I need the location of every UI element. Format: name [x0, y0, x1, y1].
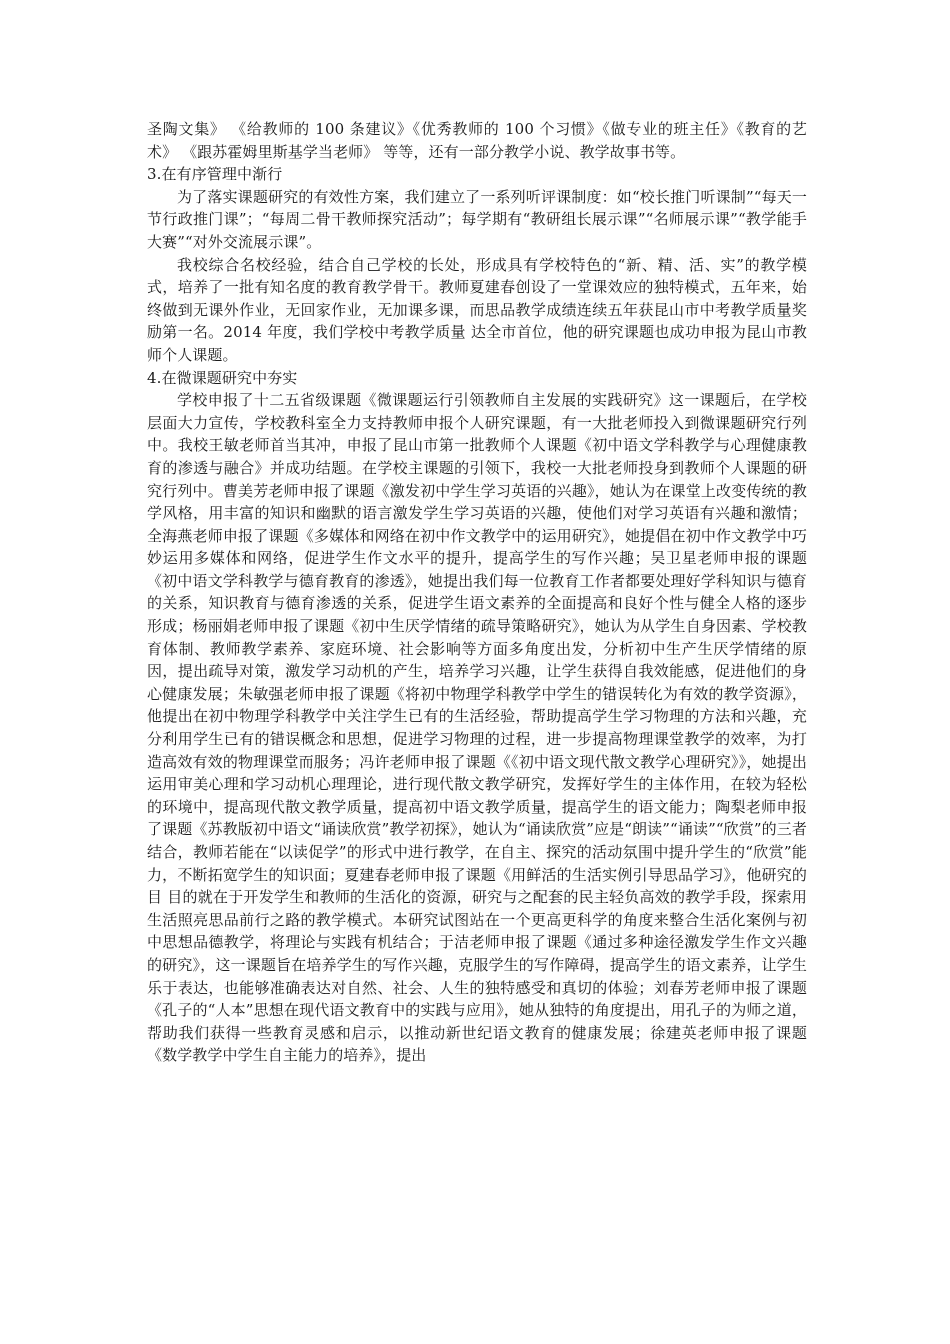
body-paragraph: 学校申报了十二五省级课题《微课题运行引领教师自主发展的实践研究》这一课题后，在学校层面大力宣传，学校教科室全力支持教师申报个人研究课题，有一大批老师投入到微课题研究行列中。我校王敏老师首当其冲，申报了昆山市第一批教师个人课题《初中语文学科教学与心理健康教育的渗透与融合》并成功结题。在学校主课题的引领下，我校一大批老师投身到教师个人课题的研究行列中。曹美芳老师申报了课题《激发初中学生学习英语的兴趣》，她认为在课堂上改变传统的教学风格，用丰富的知识和幽默的语言激发学生学习英语的兴趣，使他们对学习英语有兴趣和激情；全海燕老师申报了课题《多媒体和网络在初中作文教学中的运用研究》，她提倡在初中作文教学中巧妙运用多媒体和网络，促进学生作文水平的提升，提高学生的写作兴趣；吴卫星老师申报的课题《初中语文学科教学与德育教育的渗透》，她提出我们每一位教育工作者都要处理好学科知识与德育的关系，知识教育与德育渗透的关系，促进学生语文素养的全面提高和良好个性与健全人格的逐步形成；杨丽娟老师申报了课题《初中生厌学情绪的疏导策略研究》，她认为从学生自身因素、学校教育体制、教师教学素养、家庭环境、社会影响等方面多角度出发，分析初中生产生厌学情绪的原因，提出疏导对策，激发学习动机的产生，培养学习兴趣，让学生获得自我效能感，促进他们的身心健康发展；朱敏强老师申报了课题《将初中物理学科教学中学生的错误转化为有效的教学资源》，他提出在初中物理学科教学中关注学生已有的生活经验，帮助提高学生学习物理的方法和兴趣，充分利用学生已有的错误概念和思想，促进学习物理的过程，进一步提高物理课堂教学的效率，为打造高效有效的物理课堂而服务；冯许老师申报了课题《《初中语文现代散文教学心理研究》》，她提出运用审美心理和学习动机心理理论，进行现代散文教学研究，发挥好学生的主体作用，在较为轻松的环境中，提高现代散文教学质量，提高初中语文教学质量，提高学生的语文能力；陶梨老师申报了课题《苏教版初中语文“诵读欣赏”教学初探》，她认为“诵读欣赏”应是“朗读”“诵读”“欣赏”的三者结合，教师若能在“以读促学”的形式中进行教学，在自主、探究的活动氛围中提升学生的“欣赏”能力，不断拓宽学生的知识面；夏建春老师申报了课题《用鲜活的生活实例引导思品学习》，他研究的目 目的就在于开发学生和教师的生活化的资源，研究与之配套的民主轻负高效的教学手段，探索用生活照亮思品前行之路的教学模式。本研究试图站在一个更高更科学的角度来整合生活化案例与初中思想品德教学，将理论与实践有机结合；于洁老师申报了课题《通过多种途径激发学生作文兴趣的研究》，这一课题旨在培养学生的写作兴趣，克服学生的写作障碍，提高学生的语文素养，让学生乐于表达，也能够准确表达对自然、社会、人生的独特感受和真切的体验；刘春芳老师申报了课题《孔子的“人本”思想在现代语文教育中的实践与应用》，她从独特的角度提出，用孔子的为师之道，帮助我们获得一些教育灵感和启示，以推动新世纪语文教育的健康发展；徐建英老师申报了课题《数学教学中学生自主能力的培养》，提出 — [147, 391, 807, 1065]
document-page — [147, 118, 807, 1067]
body-paragraph: 为了落实课题研究的有效性方案，我们建立了一系列听评课制度：如“校长推门听课制”“每天一节行政推门课”；“每周二骨干教师探究活动”；每学期有“教研组长展示课”“名师展示课”“教学能手大赛”“对外交流展示课”。 — [147, 187, 807, 251]
body-paragraph: 圣陶文集》 《给教师的 100 条建议》《优秀教师的 100 个习惯》《做专业的班主任》《教育的艺术》 《跟苏霍姆里斯基学当老师》 等等，还有一部分教学小说、教学故事书等。 — [147, 120, 807, 161]
section-heading: 3.在有序管理中渐行 — [147, 165, 283, 184]
section-heading: 4.在微课题研究中夯实 — [147, 368, 298, 387]
body-paragraph: 我校综合名校经验，结合自己学校的长处，形成具有学校特色的“新、精、活、实”的教学模式，培养了一批有知名度的教育教学骨干。教师夏建春创设了一堂课效应的独特模式，五年来，始终做到无课外作业，无回家作业，无加课多课，而思品教学成绩连续五年获昆山市中考教学质量奖励第一名。2014 年度，我们学校中考教学质量 达全市首位，他的研究课题也成功申报为昆山市教师个人课题。 — [147, 255, 807, 364]
